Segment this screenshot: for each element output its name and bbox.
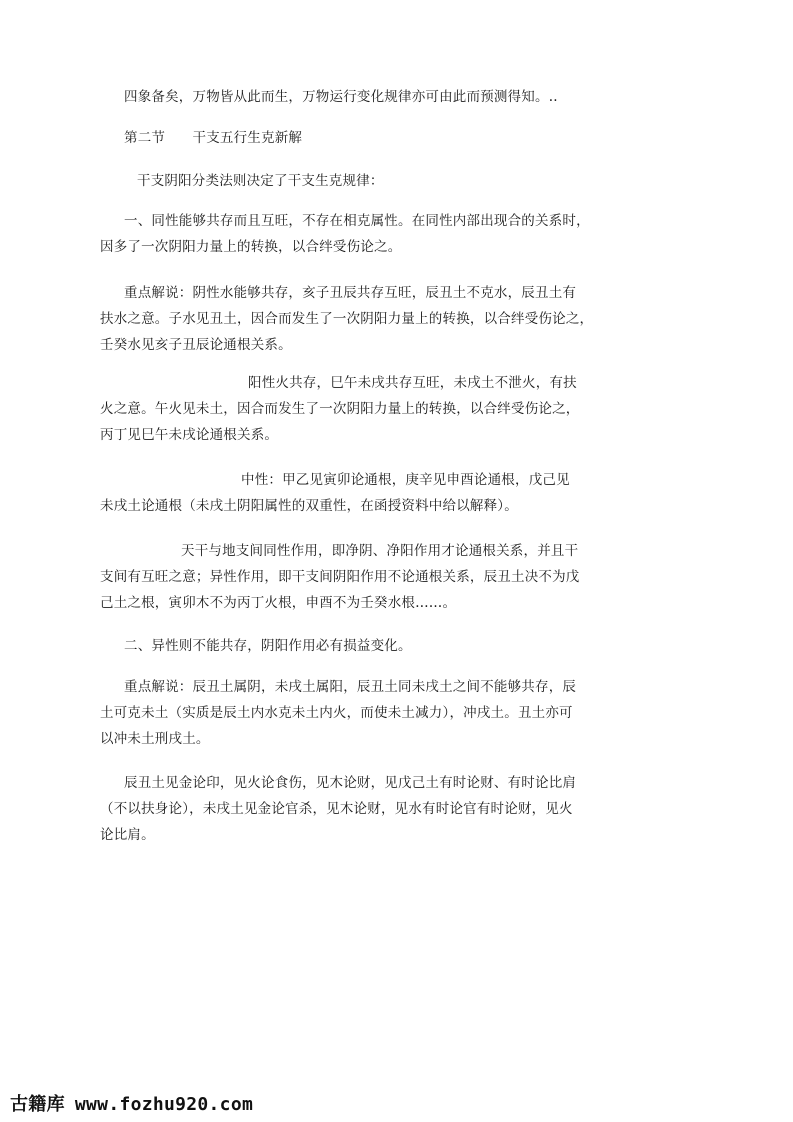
paragraph-line: 扶水之意。子水见丑土，因合而发生了一次阴阳力量上的转换，以合绊受伤论之，: [100, 311, 594, 327]
rule-one-paragraph: [100, 208, 590, 260]
rule-two: 二、异性则不能共存，阴阳作用必有损益变化。: [124, 638, 412, 654]
note-five-paragraph: [100, 674, 577, 752]
paragraph-line: 壬癸水见亥子丑辰论通根关系。: [100, 337, 292, 353]
paragraph-line: 火之意。午火见未土，因合而发生了一次阴阳力量上的转换，以合绊受伤论之，: [100, 401, 580, 417]
paragraph-line: 中性：甲乙见寅卯论通根，庚辛见申酉论通根，戊己见: [241, 472, 570, 488]
paragraph-line: 阳性火共存，巳午未戌共存互旺，未戌土不泄火，有扶: [248, 375, 577, 391]
footer-watermark: [10, 1090, 253, 1116]
paragraph-line: 辰丑土见金论印，见火论食伤，见木论财，见戊己土有时论财、有时论比肩: [124, 775, 577, 791]
paragraph-line: 一、同性能够共存而且互旺，不存在相克属性。在同性内部出现合的关系时，: [124, 213, 590, 229]
note-four-paragraph: [100, 538, 580, 616]
intro-rule: 干支阴阳分类法则决定了干支生克规律：: [137, 173, 384, 189]
paragraph-line: 己土之根，寅卯木不为丙丁火根，申酉不为壬癸水根……。: [100, 595, 457, 611]
note-two-paragraph: [100, 370, 580, 448]
note-three-paragraph: [100, 467, 570, 519]
paragraph-line: 以冲未土刑戌土。: [100, 731, 210, 747]
paragraph-line: 丙丁见巳午未戌论通根关系。: [100, 427, 279, 443]
paragraph-line: 天干与地支间同性作用，即净阴、净阳作用才论通根关系，并且干: [181, 543, 579, 559]
paragraph-line: 未戌土论通根（未戌土阴阳属性的双重性，在函授资料中给以解释）。: [100, 498, 518, 514]
footer-site-link[interactable]: www.fozhu920.com: [74, 1094, 254, 1115]
paragraph-line: 因多了一次阴阳力量上的转换，以合绊受伤论之。: [100, 239, 402, 255]
note-six-paragraph: [100, 770, 577, 848]
footer-brand: 古籍库: [10, 1094, 65, 1115]
section-heading: 第二节 干支五行生克新解: [124, 130, 303, 146]
paragraph-line: 论比肩。: [100, 827, 155, 843]
paragraph-line: 支间有互旺之意；异性作用，即干支间阴阳作用不论通根关系，辰丑土决不为戊: [100, 569, 580, 585]
paragraph-line: 重点解说：辰丑土属阴，未戌土属阳，辰丑土同未戌土之间不能够共存，辰: [124, 679, 577, 695]
paragraph-line: 土可克未土（实质是辰土内水克未土内火，而使未土减力），冲戌土。丑土亦可: [100, 705, 573, 721]
note-one-paragraph: [100, 280, 594, 358]
intro-line: 四象备矣，万物皆从此而生，万物运行变化规律亦可由此而预测得知。..: [124, 89, 558, 105]
paragraph-line: （不以扶身论），未戌土见金论官杀，见木论财，见水有时论官有时论财，见火: [100, 801, 573, 817]
paragraph-line: 重点解说：阴性水能够共存，亥子丑辰共存互旺，辰丑土不克水，辰丑土有: [124, 285, 577, 301]
